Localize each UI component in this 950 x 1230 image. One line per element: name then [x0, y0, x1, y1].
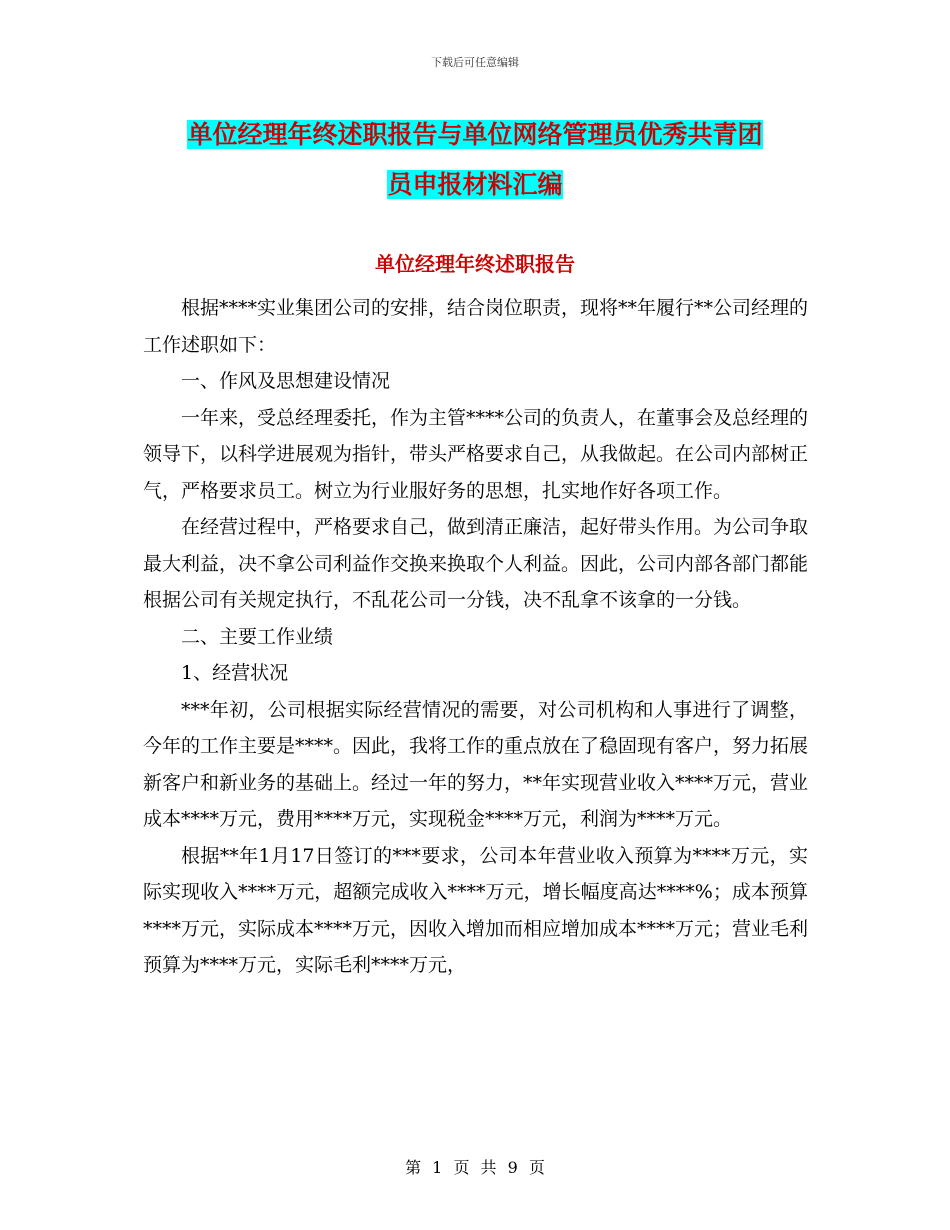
paragraph: 二、主要工作业绩	[181, 625, 334, 648]
document-title-line-2: 员申报材料汇编	[387, 170, 563, 199]
document-title	[0, 110, 950, 210]
body-text	[143, 290, 808, 984]
paragraph: 1、经营状况	[181, 662, 289, 684]
paragraph: 根据****实业集团公司的安排，结合岗位职责，现将**年履行**公司经理的工作述职如下：	[143, 297, 809, 356]
paragraph: ***年初，公司根据实际经营情况的需要，对公司机构和人事进行了调整，今年的工作主要是****。因此，我将工作的重点放在了稳固现有客户，努力拓展新客户和新业务的基础上。经过一年的努力，**年实现营业收入****万元，营业成本****万元，费用****万元，实现税金****万元，利润为****万元。	[143, 698, 809, 830]
document-title-line-1: 单位经理年终述职报告与单位网络管理员优秀共青团	[187, 120, 763, 149]
paragraph: 根据**年1月17日签订的***要求，公司本年营业收入预算为****万元，实际实现收入****万元，超额完成收入****万元，增长幅度高达****%；成本预算****万元，实际成本****万元，因收入增加而相应增加成本****万元；营业毛利预算为****万元，实际毛利****万元，	[143, 844, 809, 976]
paragraph: 在经营过程中，严格要求自己，做到清正廉洁，起好带头作用。为公司争取最大利益，决不拿公司利益作交换来换取个人利益。因此，公司内部各部门都能根据公司有关规定执行，不乱花公司一分钱，决不乱拿不该拿的一分钱。	[143, 516, 809, 611]
section-title: 单位经理年终述职报告	[375, 252, 575, 276]
paragraph: 一年来，受总经理委托，作为主管****公司的负责人，在董事会及总经理的领导下，以科学进展观为指针，带头严格要求自己，从我做起。在公司内部树正气，严格要求员工。树立为行业服好务的思想，扎实地作好各项工作。	[143, 406, 809, 502]
header-note: 下载后可任意编辑	[431, 56, 519, 69]
page-footer: 第 1 页 共 9 页	[405, 1158, 545, 1177]
paragraph: 一、作风及思想建设情况	[181, 370, 391, 392]
